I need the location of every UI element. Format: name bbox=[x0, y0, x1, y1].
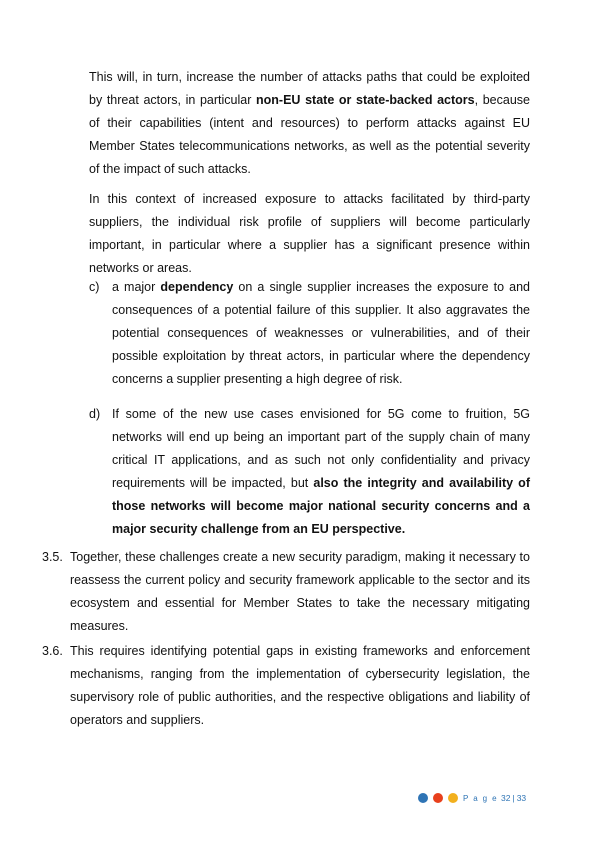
footer-dot-blue bbox=[418, 793, 428, 803]
total-pages: 33 bbox=[516, 793, 527, 803]
paragraph-attack-paths bbox=[89, 66, 530, 181]
bold-emphasis: dependency bbox=[160, 280, 234, 294]
page-footer bbox=[418, 790, 526, 806]
list-item-text-part: on a single supplier increases the exposure to and consequences of a potential failure of this supplier. It also aggravates the potential consequences of weaknesses or vulnerabilities, and of their possible exploitation by threat actors, in particular where the dependency concerns a supplier presenting a high degree of risk. bbox=[112, 280, 530, 386]
page-number: 32 bbox=[501, 793, 511, 803]
list-marker: c) bbox=[89, 280, 100, 294]
page-separator: | bbox=[512, 793, 515, 803]
footer-dot-red bbox=[433, 793, 443, 803]
page-label: P a g e bbox=[463, 793, 499, 803]
footer-dot-yellow bbox=[448, 793, 458, 803]
paragraph-supplier-risk: In this context of increased exposure to attacks facilitated by third-party suppliers, the individual risk profile of suppliers will become particularly important, in particular where a supplier has a significant presence within networks or areas. bbox=[89, 192, 530, 275]
section-number: 3.5. bbox=[42, 550, 63, 564]
list-item-text-part: a major bbox=[112, 280, 161, 294]
bold-emphasis: non-EU state or state-backed actors bbox=[256, 93, 475, 107]
section-text: This requires identifying potential gaps in existing frameworks and enforcement mechanisms, ranging from the implementation of cybersecurity legislation, the supervisory role of public authorities, and the respective obligations and liability of operators and suppliers. bbox=[70, 644, 530, 727]
list-item-text-part: If some of the new use cases envisioned for 5G come to fruition, 5G networks will end up being an important part of the supply chain of many critical IT applications, and as such not only confidentiality and privacy requirements will be impacted, but bbox=[112, 407, 530, 490]
list-marker: d) bbox=[89, 407, 101, 421]
section-number: 3.6. bbox=[42, 644, 63, 658]
bold-emphasis: also the integrity and availability of those networks will become major national security concerns and a major security challenge from an EU perspective. bbox=[112, 476, 530, 536]
list-item-text bbox=[112, 276, 530, 391]
paragraph-text: , because of their capabilities (intent and resources) to perform attacks against EU Member States telecommunications networks, as well as the potential severity of the impact of such attacks. bbox=[89, 93, 530, 176]
section-text: Together, these challenges create a new security paradigm, making it necessary to reassess the current policy and security framework applicable to the sector and its ecosystem and essential for Member States to take the necessary mitigating measures. bbox=[70, 550, 530, 633]
list-item-text bbox=[112, 403, 530, 541]
paragraph-text: This will, in turn, increase the number of attacks paths that could be exploited by threat actors, in particular bbox=[89, 70, 530, 107]
